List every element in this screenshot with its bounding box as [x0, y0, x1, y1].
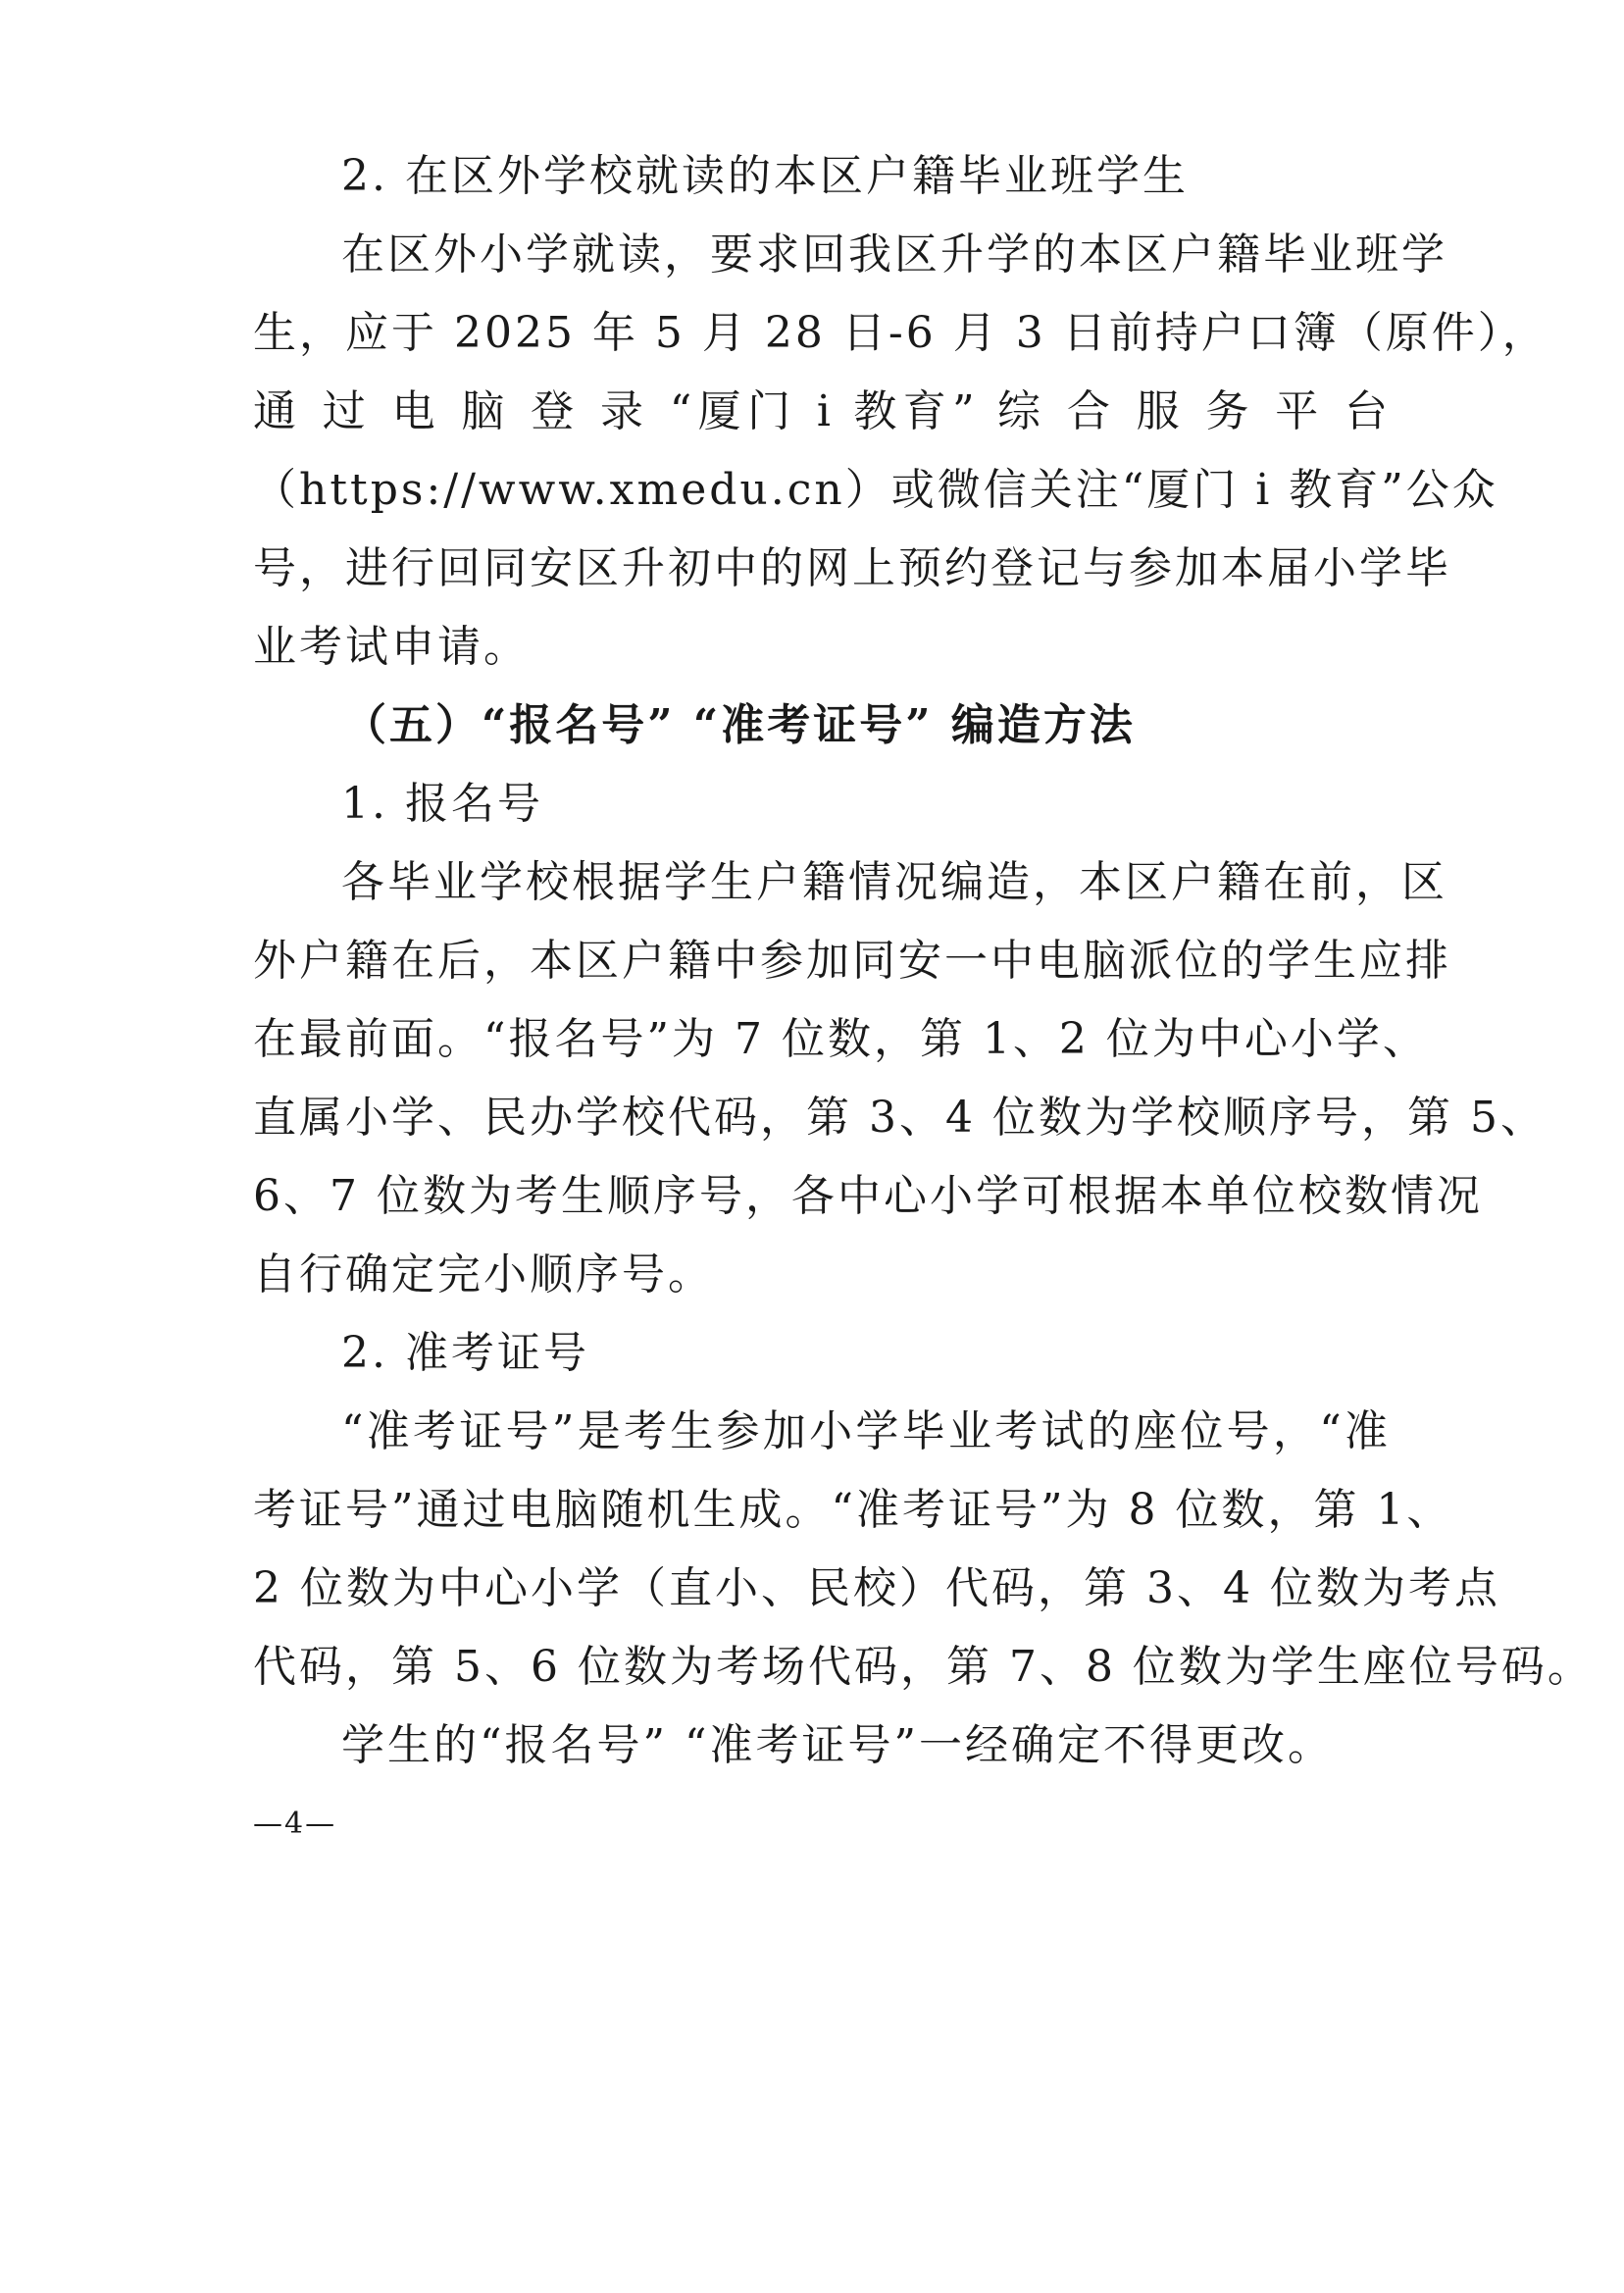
- subsection-title-2b: 2. 准考证号: [341, 1328, 589, 1378]
- paragraph-line: 2 位数为中心小学（直小、民校）代码，第 3、4 位数为考点: [253, 1563, 1500, 1613]
- paragraph-line: 号，进行回同安区升初中的网上预约登记与参加本届小学毕: [253, 543, 1451, 593]
- section-heading-5: （五）“报名号” “准考证号” 编造方法: [343, 700, 1136, 750]
- paragraph-line: 自行确定完小顺序号。: [253, 1249, 714, 1299]
- paragraph-line: 生，应于 2025 年 5 月 28 日-6 月 3 日前持户口簿（原件），: [253, 308, 1548, 358]
- paragraph-line: 在区外小学就读，要求回我区升学的本区户籍毕业班学: [341, 229, 1447, 280]
- paragraph-line: 代码，第 5、6 位数为考场代码，第 7、8 位数为学生座位号码。: [253, 1642, 1594, 1692]
- paragraph-line: 学生的“报名号” “准考证号”一经确定不得更改。: [341, 1720, 1334, 1770]
- paragraph-line: 在最前面。“报名号”为 7 位数，第 1、2 位为中心小学、: [253, 1014, 1429, 1064]
- paragraph-line: 业考试申请。: [253, 622, 530, 672]
- subsection-title-1: 1. 报名号: [341, 779, 543, 829]
- paragraph-line: （https://www.xmedu.cn）或微信关注“厦门 i 教育”公众: [253, 465, 1498, 515]
- paragraph-line: 外户籍在后，本区户籍中参加同安一中电脑派位的学生应排: [253, 936, 1451, 986]
- paragraph-line: 直属小学、民办学校代码，第 3、4 位数为学校顺序号，第 5、: [253, 1093, 1547, 1143]
- paragraph-line: “准考证号”是考生参加小学毕业考试的座位号，“准: [341, 1406, 1391, 1456]
- paragraph-line: 考证号”通过电脑随机生成。“准考证号”为 8 位数，第 1、: [253, 1485, 1453, 1535]
- paragraph-line: 6、7 位数为考生顺序号，各中心小学可根据本单位校数情况: [253, 1171, 1483, 1221]
- page-number: —4—: [253, 1807, 337, 1841]
- paragraph-line: 各毕业学校根据学生户籍情况编造，本区户籍在前，区: [341, 857, 1447, 907]
- paragraph-line: 通 过 电 脑 登 录 “厦门 i 教育” 综 合 服 务 平 台: [253, 386, 1391, 436]
- subsection-title-2: 2. 在区外学校就读的本区户籍毕业班学生: [341, 151, 1189, 201]
